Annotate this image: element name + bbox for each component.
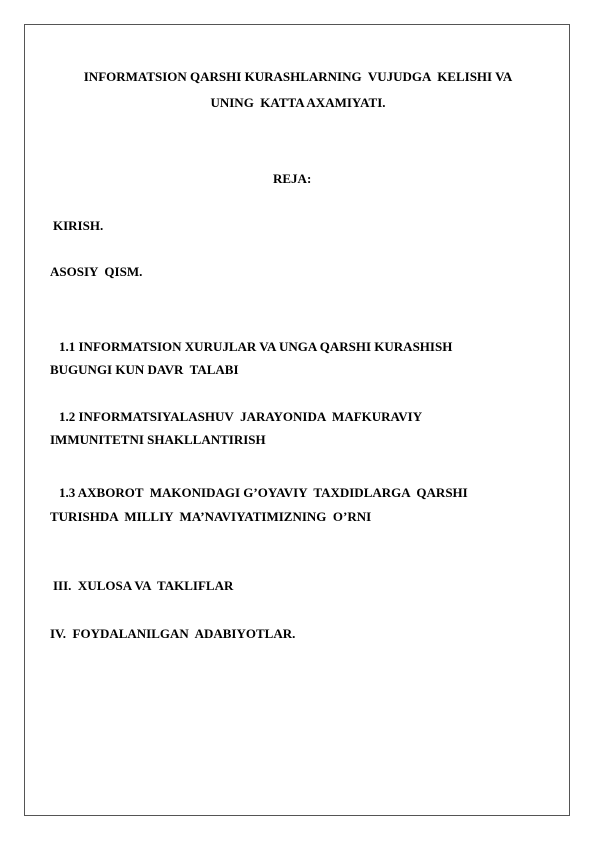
intro-heading: KIRISH.	[53, 218, 104, 233]
plan-item-1-line-2: BUGUNGI KUN DAVR TALABI	[50, 362, 239, 377]
plan-item-3-line-2: TURISHDA MILLIY MA’NAVIYATIMIZNING O’RNI	[50, 509, 372, 524]
main-part-heading: ASOSIY QISM.	[50, 264, 143, 279]
plan-item-2-line-2: IMMUNITETNI SHAKLLANTIRISH	[50, 432, 266, 447]
document-title-line-1: INFORMATSION QARSHI KURASHLARNING VUJUDGA KELISHI VA	[83, 69, 513, 84]
plan-item-1-line-1: 1.1 INFORMATSION XURUJLAR VA UNGA QARSHI KURASHISH	[59, 339, 453, 354]
plan-heading: REJA:	[273, 171, 312, 186]
plan-item-3-line-1: 1.3 AXBOROT MAKONIDAGI G’OYAVIY TAXDIDLARGA QARSHI	[59, 485, 468, 500]
conclusion-heading: III. XULOSA VA TAKLIFLAR	[53, 578, 234, 593]
references-heading: IV. FOYDALANILGAN ADABIYOTLAR.	[50, 626, 296, 641]
plan-item-2-line-1: 1.2 INFORMATSIYALASHUV JARAYONIDA MAFKURAVIY	[59, 409, 423, 424]
document-title-line-2: UNING KATTA AXAMIYATI.	[210, 95, 386, 110]
